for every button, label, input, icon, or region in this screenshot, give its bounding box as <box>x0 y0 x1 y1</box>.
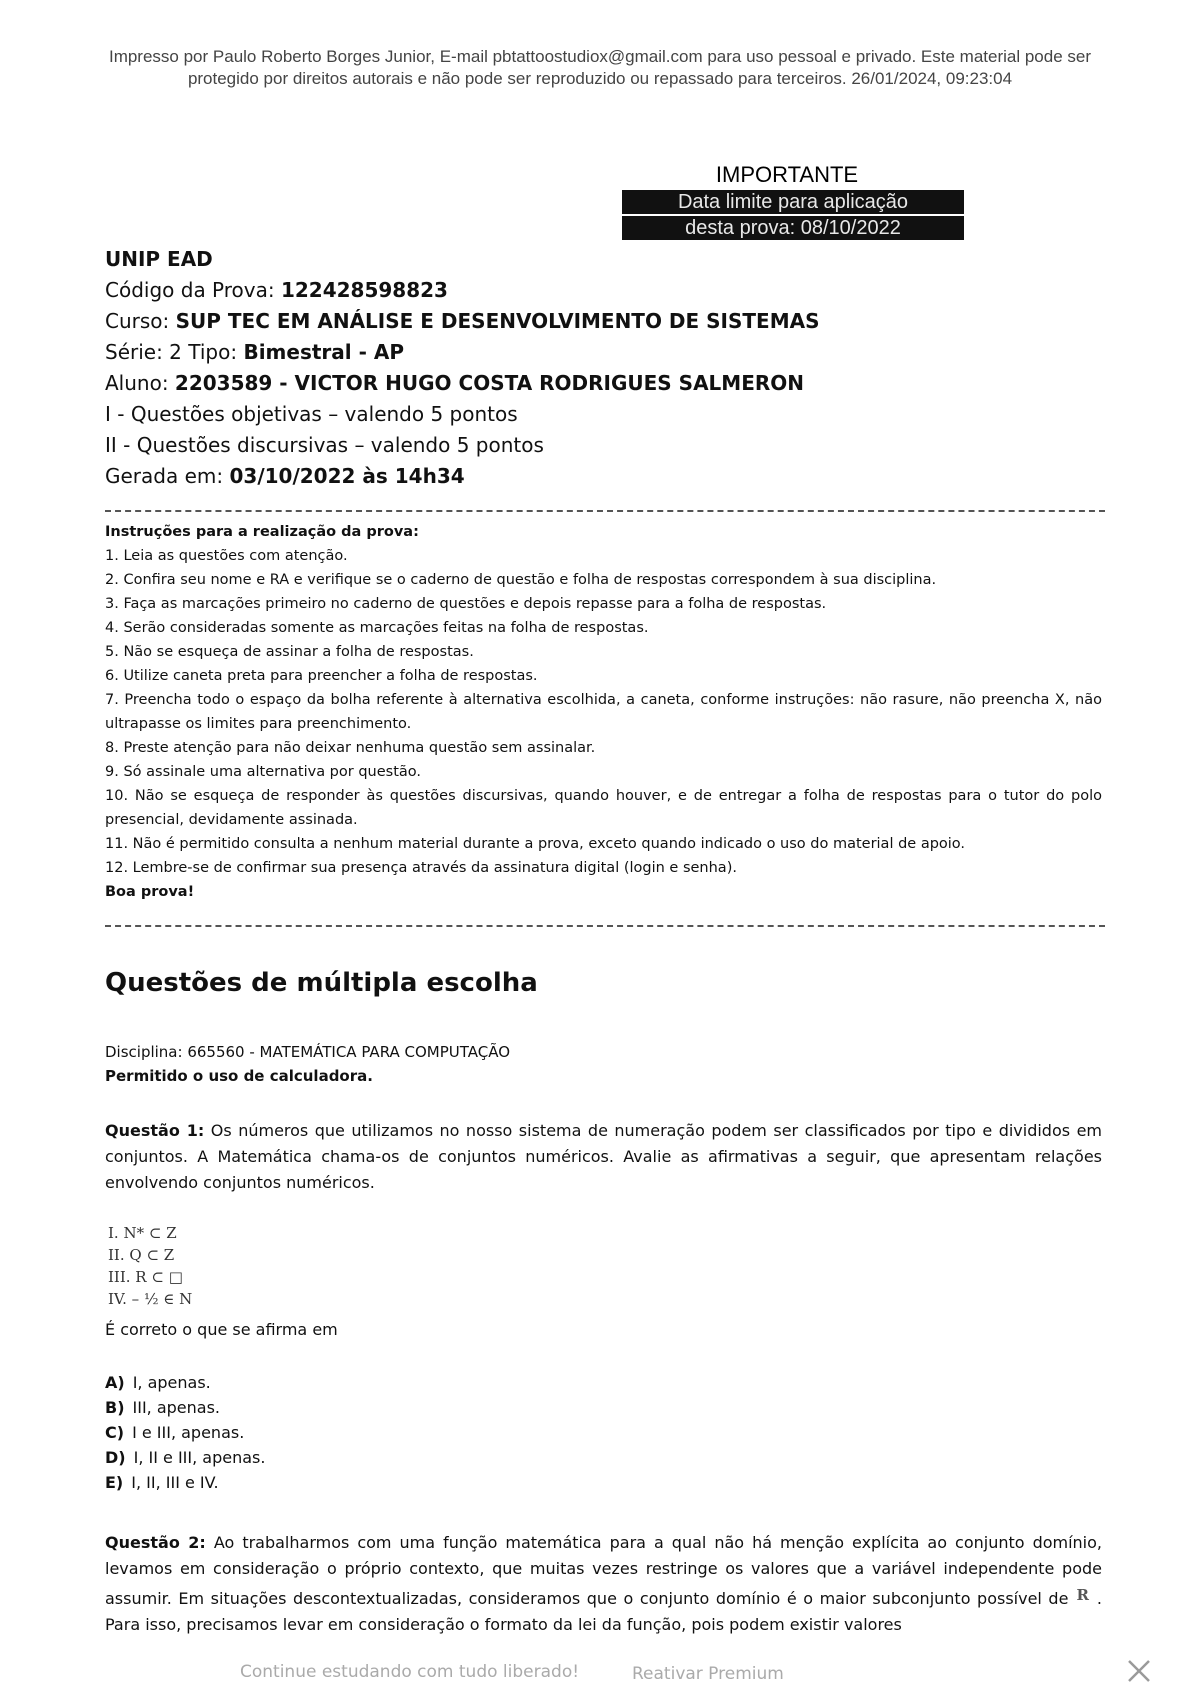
instructions-title: Instruções para a realização da prova: <box>105 524 419 540</box>
section-title: Questões de múltipla escolha <box>105 968 538 998</box>
student: Aluno: 2203589 - VICTOR HUGO COSTA RODRIGUES SALMERON <box>105 371 805 395</box>
divider-top <box>105 510 1105 512</box>
instruction-item: 6. Utilize caneta preta para preencher a folha de respostas. <box>105 668 538 684</box>
instruction-item: 7. Preencha todo o espaço da bolha referente à alternativa escolhida, a caneta, conforme instruções: não rasure, não preencha X, não ultrapasse os limites para preenchimento. <box>105 692 1102 732</box>
generated-date: Gerada em: 03/10/2022 às 14h34 <box>105 464 465 488</box>
instruction-item: 8. Preste atenção para não deixar nenhuma questão sem assinalar. <box>105 740 596 756</box>
option-b[interactable]: B) III, apenas. <box>105 1398 221 1417</box>
objective-info: I - Questões objetivas – valendo 5 pontos <box>105 402 518 426</box>
instruction-item: 4. Serão consideradas somente as marcações feitas na folha de respostas. <box>105 620 649 636</box>
discursive-info: II - Questões discursivas – valendo 5 pontos <box>105 433 544 457</box>
watermark-line-1: Impresso por Paulo Roberto Borges Junior, E-mail pbtattoostudiox@gmail.com para uso pessoal e privado. Este material pode ser <box>108 47 1092 66</box>
statement-item: III. R ⊂ □ <box>108 1268 183 1286</box>
statement-item: IV. – ½ ∈ N <box>108 1290 193 1308</box>
course: Curso: SUP TEC EM ANÁLISE E DESENVOLVIMENTO DE SISTEMAS <box>105 309 820 333</box>
option-e[interactable]: E) I, II, III e IV. <box>105 1473 219 1492</box>
question-1-prompt: É correto o que se afirma em <box>105 1320 338 1339</box>
close-icon[interactable] <box>1124 1656 1154 1686</box>
question-2-label: Questão 2: <box>105 1533 206 1552</box>
question-2 <box>105 1530 1102 1638</box>
deadline-line-2: desta prova: 08/10/2022 <box>622 216 964 240</box>
statement-item: I. N* ⊂ Z <box>108 1224 177 1242</box>
statement-item: II. Q ⊂ Z <box>108 1246 175 1264</box>
instruction-item: 10. Não se esqueça de responder às questões discursivas, quando houver, e de entregar a folha de respostas para o tutor do polo presencial, devidamente assinada. <box>105 788 1102 828</box>
instructions <box>105 520 1102 904</box>
instructions-closing: Boa prova! <box>105 884 195 900</box>
discipline-info <box>105 1040 1105 1088</box>
question-1-statements <box>108 1222 192 1310</box>
discipline-note: Permitido o uso de calculadora. <box>105 1067 373 1085</box>
question-2-text-cont: . Para isso, precisamos levar em consideração o formato da lei da função, pois podem existir valores <box>105 1589 1102 1634</box>
instruction-item: 1. Leia as questões com atenção. <box>105 548 348 564</box>
institution: UNIP EAD <box>105 247 213 271</box>
question-1 <box>105 1118 1102 1196</box>
option-c[interactable]: C) I e III, apenas. <box>105 1423 245 1442</box>
footer-cta: Continue estudando com tudo liberado! <box>240 1662 580 1682</box>
discipline-label: Disciplina: 665560 - MATEMÁTICA PARA COMPUTAÇÃO <box>105 1043 511 1061</box>
real-numbers-symbol: R <box>1076 1586 1089 1604</box>
print-watermark <box>40 46 1160 90</box>
important-title: IMPORTANTE <box>715 162 859 187</box>
series-type: Série: 2 Tipo: Bimestral - AP <box>105 340 404 364</box>
instruction-item: 3. Faça as marcações primeiro no caderno de questões e depois repasse para a folha de respostas. <box>105 596 827 612</box>
question-1-label: Questão 1: <box>105 1121 205 1140</box>
instruction-item: 11. Não é permitido consulta a nenhum material durante a prova, exceto quando indicado o uso do material de apoio. <box>105 836 966 852</box>
question-1-text: Os números que utilizamos no nosso sistema de numeração podem ser classificados por tipo e divididos em conjuntos. A Matemática chama-os de conjuntos numéricos. Avalie as afirmativas a seguir, que apresentam relações envolvendo conjuntos numéricos. <box>105 1121 1103 1192</box>
instruction-item: 12. Lembre-se de confirmar sua presença através da assinatura digital (login e senha). <box>105 860 737 876</box>
option-a[interactable]: A) I, apenas. <box>105 1373 211 1392</box>
instruction-item: 5. Não se esqueça de assinar a folha de respostas. <box>105 644 474 660</box>
premium-footer <box>0 1655 1200 1698</box>
divider-bottom <box>105 925 1105 927</box>
watermark-line-2: protegido por direitos autorais e não pode ser reproduzido ou repassado para terceiros. 26/01/2024, 09:23:04 <box>187 69 1013 88</box>
reactivate-premium-button[interactable]: Reativar Premium <box>632 1664 784 1684</box>
deadline-line-1: Data limite para aplicação <box>622 190 964 214</box>
exam-header <box>105 244 1105 492</box>
option-d[interactable]: D) I, II e III, apenas. <box>105 1448 266 1467</box>
exam-code: Código da Prova: 122428598823 <box>105 278 448 302</box>
question-2-text: Ao trabalharmos com uma função matemática para a qual não há menção explícita ao conjunto domínio, levamos em consideração o próprio contexto, que muitas vezes restringe os valores que a variável independente pode assumir. Em situações descontextualizadas, consideramos que o conjunto domínio é o maior subconjunto possível de <box>105 1533 1103 1608</box>
question-1-options <box>105 1370 265 1495</box>
instruction-item: 9. Só assinale uma alternativa por questão. <box>105 764 421 780</box>
instruction-item: 2. Confira seu nome e RA e verifique se o caderno de questão e folha de respostas correspondem à sua disciplina. <box>105 572 937 588</box>
deadline-notice <box>622 190 964 242</box>
